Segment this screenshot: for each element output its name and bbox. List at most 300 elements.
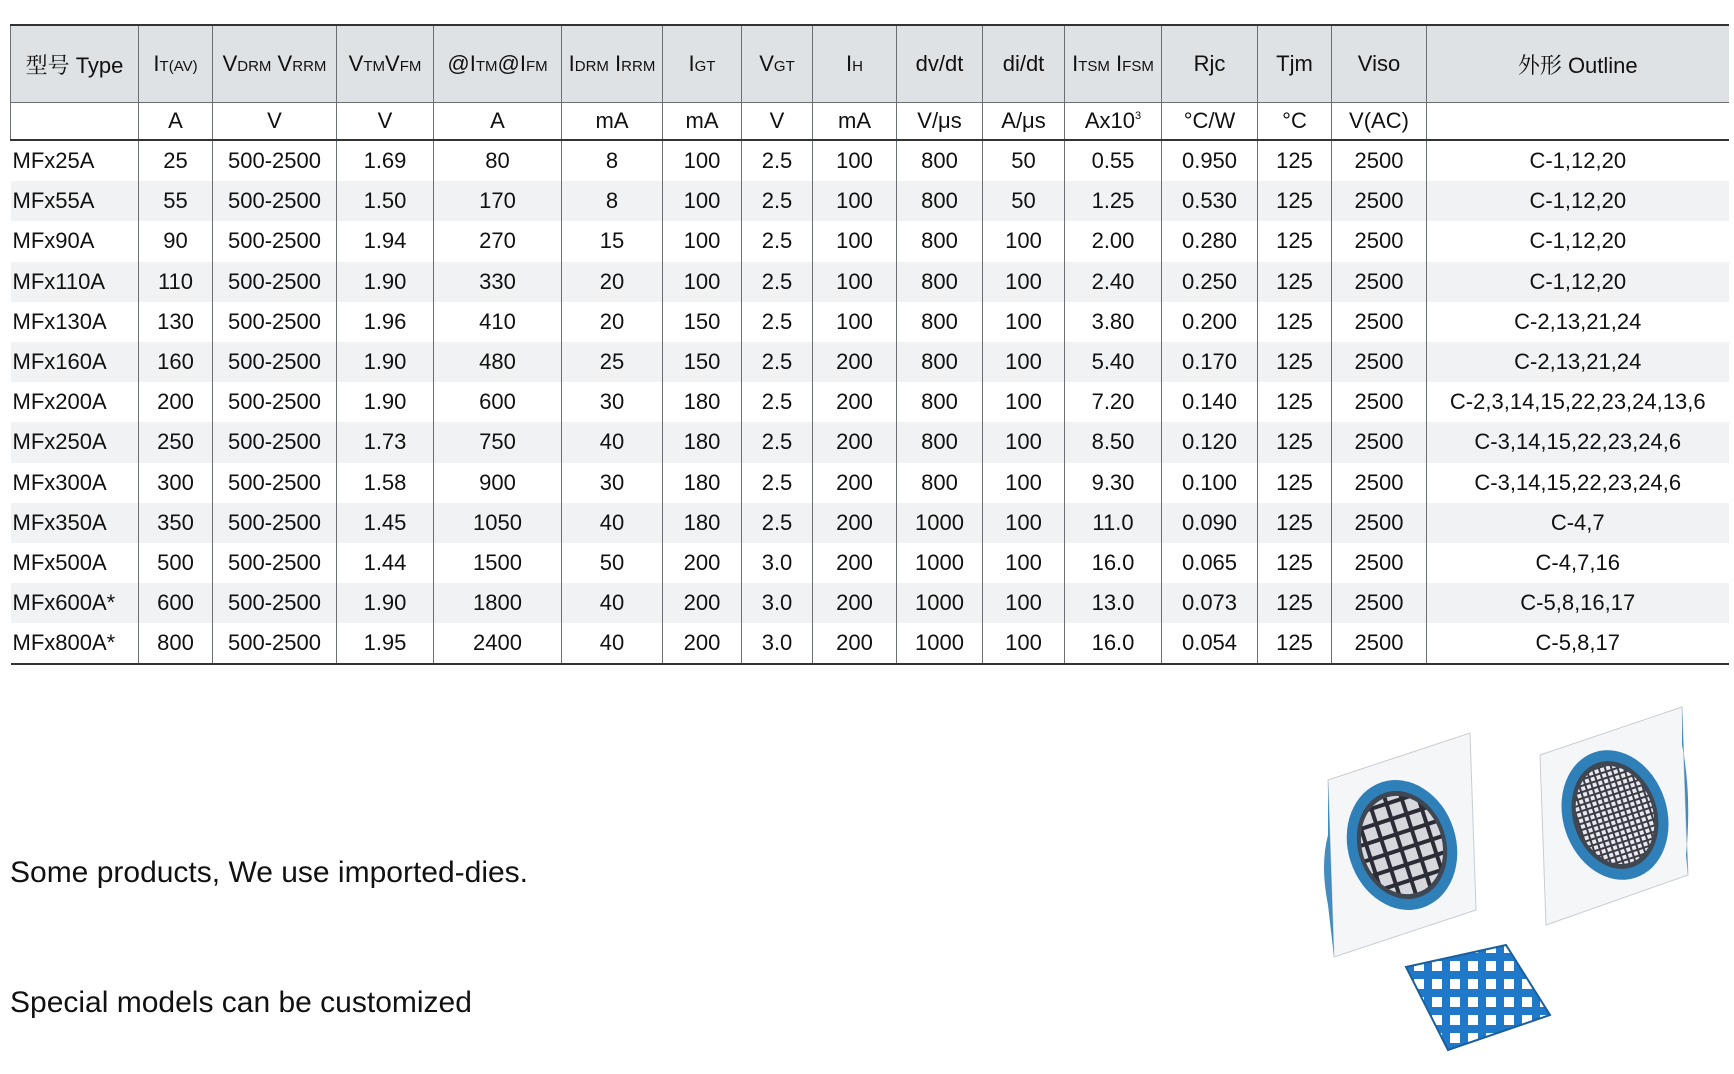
value-cell: 1000 bbox=[897, 503, 983, 543]
value-cell: 2.5 bbox=[742, 503, 813, 543]
value-cell: 2.5 bbox=[742, 342, 813, 382]
header-text: I bbox=[1109, 51, 1123, 76]
column-header bbox=[139, 25, 213, 103]
table-body bbox=[11, 140, 1729, 664]
value-cell: 0.073 bbox=[1162, 583, 1258, 623]
value-cell: 500-2500 bbox=[213, 382, 337, 422]
value-cell: 125 bbox=[1258, 422, 1332, 462]
header-text: @I bbox=[497, 51, 526, 76]
unit-cell: V bbox=[742, 103, 813, 141]
value-cell: 1.95 bbox=[337, 623, 434, 664]
header-text: V bbox=[385, 51, 400, 76]
unit-cell: mA bbox=[663, 103, 742, 141]
model-cell: MFx600A* bbox=[11, 583, 139, 623]
model-cell: MFx800A* bbox=[11, 623, 139, 664]
table-row bbox=[11, 503, 1729, 543]
imported-dies-note: Some products, We use imported-dies. bbox=[10, 856, 529, 889]
value-cell: 160 bbox=[139, 342, 213, 382]
table-row bbox=[11, 623, 1729, 664]
value-cell: 200 bbox=[663, 623, 742, 664]
header-text: di/dt bbox=[1002, 51, 1045, 76]
column-header bbox=[983, 25, 1065, 103]
value-cell: 25 bbox=[562, 342, 663, 382]
value-cell: 0.280 bbox=[1162, 221, 1258, 261]
header-text: Viso bbox=[1357, 51, 1401, 76]
value-cell: 0.200 bbox=[1162, 302, 1258, 342]
header-text: T bbox=[159, 58, 169, 75]
value-cell: 200 bbox=[813, 342, 897, 382]
value-cell: 2500 bbox=[1332, 342, 1427, 382]
column-header bbox=[742, 25, 813, 103]
value-cell: C-4,7,16 bbox=[1427, 543, 1729, 583]
column-header bbox=[1065, 25, 1162, 103]
header-text: FSM bbox=[1122, 58, 1154, 75]
value-cell: 1.90 bbox=[337, 342, 434, 382]
value-cell: 1.50 bbox=[337, 181, 434, 221]
value-cell: 15 bbox=[562, 221, 663, 261]
column-header bbox=[1332, 25, 1427, 103]
value-cell: 100 bbox=[813, 302, 897, 342]
column-header bbox=[663, 25, 742, 103]
value-cell: 0.250 bbox=[1162, 262, 1258, 302]
unit-exponent: 3 bbox=[1135, 110, 1142, 122]
unit-cell: mA bbox=[813, 103, 897, 141]
value-cell: 20 bbox=[562, 262, 663, 302]
value-cell: 1000 bbox=[897, 543, 983, 583]
column-header bbox=[337, 25, 434, 103]
value-cell: 5.40 bbox=[1065, 342, 1162, 382]
value-cell: 9.30 bbox=[1065, 463, 1162, 503]
header-text: @I bbox=[447, 51, 476, 76]
model-cell: MFx55A bbox=[11, 181, 139, 221]
header-text: (AV) bbox=[168, 58, 198, 75]
value-cell: 500-2500 bbox=[213, 262, 337, 302]
value-cell: 2500 bbox=[1332, 623, 1427, 664]
value-cell: 100 bbox=[983, 422, 1065, 462]
column-header bbox=[11, 25, 139, 103]
value-cell: 100 bbox=[983, 382, 1065, 422]
model-cell: MFx300A bbox=[12, 469, 107, 495]
header-text: Rjc bbox=[1193, 51, 1226, 76]
value-cell: 800 bbox=[897, 382, 983, 422]
model-cell: MFx130A bbox=[12, 308, 107, 334]
value-cell: 100 bbox=[983, 342, 1065, 382]
header-text: FM bbox=[525, 58, 548, 75]
value-cell: C-1,12,20 bbox=[1427, 140, 1729, 181]
value-cell: 800 bbox=[139, 623, 213, 664]
value-cell: 2.5 bbox=[742, 422, 813, 462]
value-cell: 800 bbox=[897, 262, 983, 302]
unit-cell: mA bbox=[562, 103, 663, 141]
value-cell: 750 bbox=[434, 422, 562, 462]
value-cell: 500-2500 bbox=[213, 583, 337, 623]
table-row bbox=[11, 543, 1729, 583]
value-cell: 1.73 bbox=[337, 422, 434, 462]
table-row bbox=[11, 342, 1729, 382]
value-cell: 100 bbox=[983, 463, 1065, 503]
value-cell: 50 bbox=[983, 181, 1065, 221]
value-cell: 500-2500 bbox=[213, 342, 337, 382]
value-cell: 125 bbox=[1258, 623, 1332, 664]
table-row bbox=[11, 181, 1729, 221]
value-cell: 180 bbox=[663, 463, 742, 503]
value-cell: 2500 bbox=[1332, 463, 1427, 503]
right-wafer bbox=[1540, 707, 1688, 925]
value-cell: 0.950 bbox=[1162, 140, 1258, 181]
header-text: TSM bbox=[1078, 58, 1110, 75]
value-cell: 0.530 bbox=[1162, 181, 1258, 221]
value-cell: 7.20 bbox=[1065, 382, 1162, 422]
value-cell: 180 bbox=[663, 422, 742, 462]
value-cell: 900 bbox=[434, 463, 562, 503]
column-header bbox=[813, 25, 897, 103]
header-text: I bbox=[153, 51, 160, 76]
value-cell: 800 bbox=[897, 463, 983, 503]
value-cell: 500-2500 bbox=[213, 422, 337, 462]
value-cell: 100 bbox=[983, 543, 1065, 583]
value-cell: 1050 bbox=[434, 503, 562, 543]
value-cell: C-5,8,16,17 bbox=[1427, 583, 1729, 623]
value-cell: 200 bbox=[663, 543, 742, 583]
value-cell: 3.0 bbox=[742, 623, 813, 664]
column-header bbox=[1258, 25, 1332, 103]
value-cell: 250 bbox=[139, 422, 213, 462]
value-cell: 500-2500 bbox=[213, 623, 337, 664]
value-cell: 125 bbox=[1258, 221, 1332, 261]
value-cell: 100 bbox=[983, 503, 1065, 543]
value-cell: 2500 bbox=[1332, 543, 1427, 583]
header-text: GT bbox=[694, 58, 716, 75]
value-cell: 30 bbox=[562, 463, 663, 503]
value-cell: 2.40 bbox=[1065, 262, 1162, 302]
value-cell: 100 bbox=[983, 583, 1065, 623]
value-cell: 2500 bbox=[1332, 382, 1427, 422]
value-cell: 125 bbox=[1258, 342, 1332, 382]
header-text: 外形 Outline bbox=[1517, 52, 1638, 78]
model-cell: MFx160A bbox=[11, 342, 139, 382]
value-cell: 2.5 bbox=[742, 181, 813, 221]
value-cell: 480 bbox=[434, 342, 562, 382]
unit-cell: $Ax10^3$ bbox=[1065, 103, 1162, 141]
value-cell: 2500 bbox=[1332, 422, 1427, 462]
value-cell: 100 bbox=[983, 302, 1065, 342]
header-text: I bbox=[688, 51, 695, 76]
value-cell: 1.45 bbox=[337, 503, 434, 543]
header-text: TM bbox=[475, 58, 498, 75]
header-row bbox=[11, 25, 1729, 103]
column-header bbox=[213, 25, 337, 103]
value-cell: 800 bbox=[897, 140, 983, 181]
value-cell: 1.25 bbox=[1065, 181, 1162, 221]
value-cell: 0.065 bbox=[1162, 543, 1258, 583]
value-cell: 2500 bbox=[1332, 181, 1427, 221]
value-cell: 2.00 bbox=[1065, 221, 1162, 261]
table-row bbox=[11, 140, 1729, 181]
header-text: RRM bbox=[621, 58, 656, 75]
value-cell: 3.80 bbox=[1065, 302, 1162, 342]
value-cell: 1.44 bbox=[337, 543, 434, 583]
value-cell: C-2,3,14,15,22,23,24,13,6 bbox=[1427, 382, 1729, 422]
value-cell: 200 bbox=[813, 382, 897, 422]
value-cell: 50 bbox=[983, 140, 1065, 181]
value-cell: 3.0 bbox=[742, 543, 813, 583]
value-cell: 500-2500 bbox=[213, 302, 337, 342]
column-header bbox=[1162, 25, 1258, 103]
value-cell: 1800 bbox=[434, 583, 562, 623]
value-cell: 500-2500 bbox=[213, 543, 337, 583]
value-cell: 500-2500 bbox=[213, 463, 337, 503]
value-cell: 50 bbox=[562, 543, 663, 583]
header-text: H bbox=[852, 58, 863, 75]
value-cell: 180 bbox=[663, 503, 742, 543]
value-cell: C-5,8,17 bbox=[1427, 623, 1729, 664]
value-cell: 80 bbox=[434, 140, 562, 181]
value-cell: 2500 bbox=[1332, 583, 1427, 623]
unit-cell: V(AC) bbox=[1332, 103, 1427, 141]
value-cell: C-2,13,21,24 bbox=[1427, 342, 1729, 382]
value-cell: 40 bbox=[562, 583, 663, 623]
unit-cell: V bbox=[213, 103, 337, 141]
thyristor-dies-photo-icon bbox=[1320, 705, 1720, 1060]
value-cell: 200 bbox=[139, 382, 213, 422]
value-cell: 1.90 bbox=[337, 382, 434, 422]
value-cell: 125 bbox=[1258, 382, 1332, 422]
column-header bbox=[1427, 25, 1729, 103]
value-cell: 1.69 bbox=[337, 140, 434, 181]
table-row bbox=[11, 221, 1729, 261]
table-row bbox=[11, 583, 1729, 623]
value-cell: 30 bbox=[562, 382, 663, 422]
value-cell: 1500 bbox=[434, 543, 562, 583]
value-cell: 3.0 bbox=[742, 583, 813, 623]
value-cell: 200 bbox=[813, 623, 897, 664]
value-cell: 55 bbox=[139, 181, 213, 221]
value-cell: 20 bbox=[562, 302, 663, 342]
unit-cell: A/μs bbox=[983, 103, 1065, 141]
value-cell: 330 bbox=[434, 262, 562, 302]
value-cell: 2.5 bbox=[742, 463, 813, 503]
value-cell: 500-2500 bbox=[213, 140, 337, 181]
value-cell: C-1,12,20 bbox=[1427, 221, 1729, 261]
value-cell: 800 bbox=[897, 181, 983, 221]
value-cell: C-1,12,20 bbox=[1427, 262, 1729, 302]
value-cell: 100 bbox=[813, 140, 897, 181]
header-text: I bbox=[608, 51, 622, 76]
value-cell: 8 bbox=[562, 181, 663, 221]
header-text: FM bbox=[399, 58, 422, 75]
value-cell: 170 bbox=[434, 181, 562, 221]
value-cell: 500-2500 bbox=[213, 221, 337, 261]
unit-cell: V bbox=[337, 103, 434, 141]
value-cell: 200 bbox=[813, 583, 897, 623]
value-cell: 125 bbox=[1258, 181, 1332, 221]
header-text: I bbox=[846, 51, 853, 76]
value-cell: 100 bbox=[663, 262, 742, 302]
unit-cell: V/μs bbox=[897, 103, 983, 141]
value-cell: 16.0 bbox=[1065, 543, 1162, 583]
value-cell: 0.054 bbox=[1162, 623, 1258, 664]
header-text: dv/dt bbox=[915, 51, 964, 76]
value-cell: 125 bbox=[1258, 543, 1332, 583]
value-cell: 125 bbox=[1258, 262, 1332, 302]
value-cell: 125 bbox=[1258, 503, 1332, 543]
model-cell: MFx90A bbox=[12, 228, 95, 254]
value-cell: 130 bbox=[139, 302, 213, 342]
model-cell: MFx110A bbox=[11, 262, 139, 302]
model-cell: MFx350A bbox=[11, 503, 139, 543]
value-cell: 0.120 bbox=[1162, 422, 1258, 462]
value-cell: 800 bbox=[897, 422, 983, 462]
table-row bbox=[11, 422, 1729, 462]
unit-cell: °C bbox=[1258, 103, 1332, 141]
value-cell: 100 bbox=[983, 221, 1065, 261]
column-header bbox=[434, 25, 562, 103]
value-cell: 1.58 bbox=[337, 463, 434, 503]
value-cell: 40 bbox=[562, 503, 663, 543]
value-cell: 90 bbox=[139, 221, 213, 261]
value-cell: 1.90 bbox=[337, 583, 434, 623]
value-cell: 125 bbox=[1258, 463, 1332, 503]
value-cell: 8.50 bbox=[1065, 422, 1162, 462]
value-cell: 200 bbox=[663, 583, 742, 623]
value-cell: 2500 bbox=[1332, 302, 1427, 342]
model-cell: MFx25A bbox=[12, 148, 95, 174]
unit-cell bbox=[11, 103, 139, 141]
value-cell: 100 bbox=[663, 140, 742, 181]
value-cell: C-3,14,15,22,23,24,6 bbox=[1427, 422, 1729, 462]
value-cell: 300 bbox=[139, 463, 213, 503]
header-text: DRM bbox=[574, 58, 609, 75]
header-text: V bbox=[271, 51, 293, 76]
header-text: I bbox=[568, 51, 575, 76]
value-cell: C-4,7 bbox=[1427, 503, 1729, 543]
model-cell: MFx250A bbox=[11, 422, 139, 462]
unit-cell bbox=[1427, 103, 1729, 141]
header-text: 型号 Type bbox=[25, 52, 124, 78]
value-cell: 110 bbox=[139, 262, 213, 302]
value-cell: 40 bbox=[562, 422, 663, 462]
value-cell: 800 bbox=[897, 342, 983, 382]
value-cell: 125 bbox=[1258, 140, 1332, 181]
header-text: RRM bbox=[292, 58, 327, 75]
value-cell: 8 bbox=[562, 140, 663, 181]
model-cell: MFx500A bbox=[12, 549, 107, 575]
value-cell: 200 bbox=[813, 543, 897, 583]
value-cell: 2500 bbox=[1332, 262, 1427, 302]
value-cell: 40 bbox=[562, 623, 663, 664]
value-cell: 100 bbox=[813, 221, 897, 261]
value-cell: 16.0 bbox=[1065, 623, 1162, 664]
left-wafer bbox=[1324, 733, 1476, 957]
table-row bbox=[11, 262, 1729, 302]
header-text: GT bbox=[773, 58, 795, 75]
table-row bbox=[11, 382, 1729, 422]
column-header bbox=[562, 25, 663, 103]
value-cell: 100 bbox=[983, 623, 1065, 664]
value-cell: 150 bbox=[663, 302, 742, 342]
header-text: V bbox=[222, 51, 238, 76]
customization-note: Special models can be customized bbox=[10, 986, 472, 1019]
value-cell: 500 bbox=[139, 543, 213, 583]
value-cell: 1.90 bbox=[337, 262, 434, 302]
value-cell: 0.140 bbox=[1162, 382, 1258, 422]
value-cell: 2.5 bbox=[742, 382, 813, 422]
value-cell: 2500 bbox=[1332, 221, 1427, 261]
value-cell: 600 bbox=[139, 583, 213, 623]
value-cell: 0.170 bbox=[1162, 342, 1258, 382]
value-cell: 2400 bbox=[434, 623, 562, 664]
value-cell: 800 bbox=[897, 221, 983, 261]
value-cell: 13.0 bbox=[1065, 583, 1162, 623]
value-cell: 600 bbox=[434, 382, 562, 422]
value-cell: 2500 bbox=[1332, 503, 1427, 543]
value-cell: 0.55 bbox=[1065, 140, 1162, 181]
value-cell: 100 bbox=[663, 221, 742, 261]
value-cell: 25 bbox=[139, 140, 213, 181]
value-cell: 1000 bbox=[897, 623, 983, 664]
value-cell: 11.0 bbox=[1065, 503, 1162, 543]
value-cell: 500-2500 bbox=[213, 503, 337, 543]
value-cell: C-1,12,20 bbox=[1427, 181, 1729, 221]
header-text: I bbox=[1072, 51, 1079, 76]
blue-chip-array bbox=[1406, 945, 1550, 1050]
value-cell: 125 bbox=[1258, 302, 1332, 342]
value-cell: 2.5 bbox=[742, 221, 813, 261]
unit-cell: A bbox=[139, 103, 213, 141]
unit-cell: A bbox=[434, 103, 562, 141]
value-cell: 0.090 bbox=[1162, 503, 1258, 543]
value-cell: 200 bbox=[813, 463, 897, 503]
unit-row bbox=[11, 103, 1729, 141]
value-cell: 100 bbox=[813, 262, 897, 302]
value-cell: 1000 bbox=[897, 583, 983, 623]
value-cell: 2.5 bbox=[742, 140, 813, 181]
value-cell: C-2,13,21,24 bbox=[1427, 302, 1729, 342]
value-cell: 800 bbox=[897, 302, 983, 342]
spec-table bbox=[10, 24, 1729, 665]
value-cell: 410 bbox=[434, 302, 562, 342]
value-cell: 2.5 bbox=[742, 262, 813, 302]
value-cell: 2500 bbox=[1332, 140, 1427, 181]
value-cell: 100 bbox=[663, 181, 742, 221]
value-cell: 125 bbox=[1258, 583, 1332, 623]
value-cell: 270 bbox=[434, 221, 562, 261]
value-cell: 0.100 bbox=[1162, 463, 1258, 503]
value-cell: 2.5 bbox=[742, 302, 813, 342]
value-cell: 1.96 bbox=[337, 302, 434, 342]
value-cell: 100 bbox=[813, 181, 897, 221]
model-cell: MFx200A bbox=[12, 389, 107, 415]
header-text: V bbox=[759, 51, 774, 76]
value-cell: 180 bbox=[663, 382, 742, 422]
value-cell: 500-2500 bbox=[213, 181, 337, 221]
header-text: TM bbox=[363, 58, 385, 75]
value-cell: 150 bbox=[663, 342, 742, 382]
header-text: Tjm bbox=[1276, 51, 1313, 76]
table-row bbox=[11, 302, 1729, 342]
value-cell: 350 bbox=[139, 503, 213, 543]
column-header bbox=[897, 25, 983, 103]
header-text: V bbox=[348, 51, 364, 76]
value-cell: 100 bbox=[983, 262, 1065, 302]
value-cell: C-3,14,15,22,23,24,6 bbox=[1427, 463, 1729, 503]
value-cell: 1.94 bbox=[337, 221, 434, 261]
table-row bbox=[11, 463, 1729, 503]
unit-cell: °C/W bbox=[1162, 103, 1258, 141]
value-cell: 200 bbox=[813, 422, 897, 462]
header-text: DRM bbox=[237, 58, 272, 75]
value-cell: 200 bbox=[813, 503, 897, 543]
